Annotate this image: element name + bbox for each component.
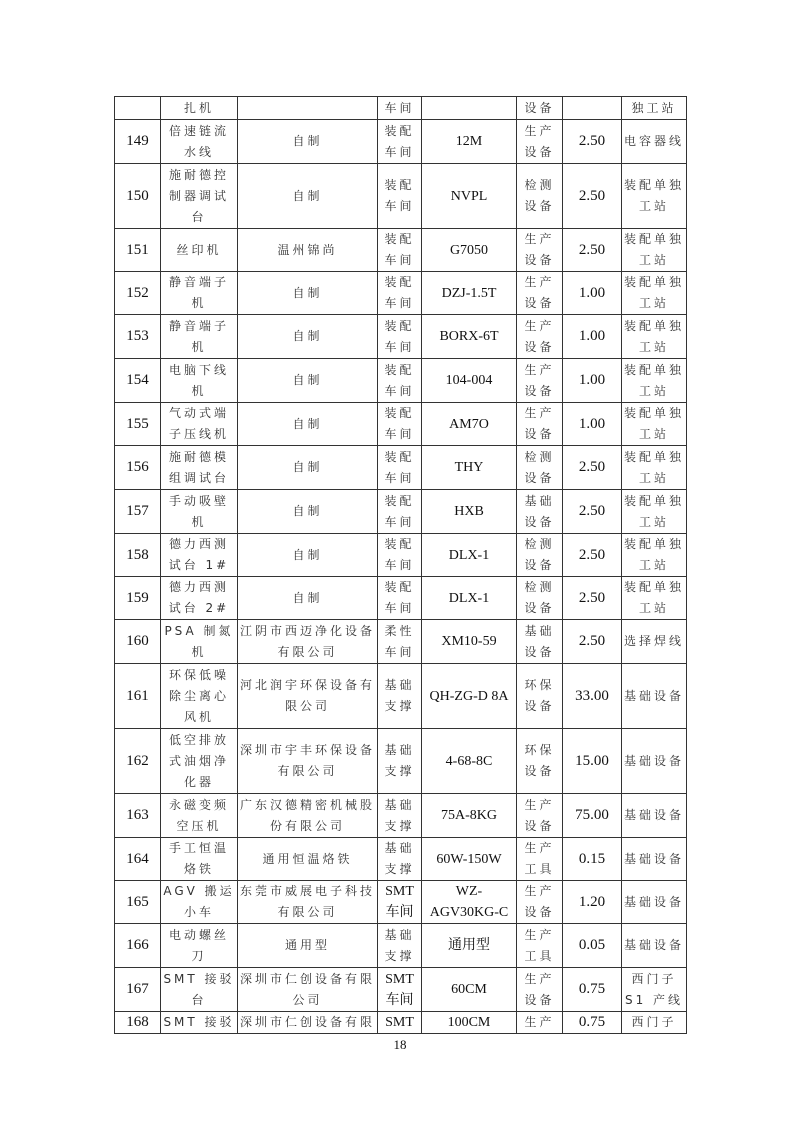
cell-equipment-type: 生产 bbox=[517, 1012, 563, 1034]
cell-model: AM7O bbox=[422, 403, 517, 446]
cell-item-name: 手工恒温烙铁 bbox=[161, 838, 238, 881]
cell-item-number: 162 bbox=[115, 729, 161, 794]
cell-model: WZ-AGV30KG-C bbox=[422, 881, 517, 924]
cell-value: 1.00 bbox=[563, 403, 622, 446]
cell-equipment-type: 生产设备 bbox=[517, 120, 563, 164]
cell-equipment-type: 基础设备 bbox=[517, 490, 563, 534]
page-number: 18 bbox=[393, 1037, 407, 1052]
cell-manufacturer: 东莞市威展电子科技有限公司 bbox=[238, 881, 378, 924]
table-row bbox=[115, 315, 687, 359]
cell-manufacturer: 自制 bbox=[238, 315, 378, 359]
cell-item-name: 静音端子机 bbox=[161, 315, 238, 359]
cell-item-name: AGV 搬运小车 bbox=[161, 881, 238, 924]
cell-manufacturer: 通用型 bbox=[238, 924, 378, 968]
cell-equipment-type: 生产设备 bbox=[517, 315, 563, 359]
cell-location: 装配车间 bbox=[378, 272, 422, 315]
cell-item-number: 168 bbox=[115, 1012, 161, 1034]
cell-equipment-type: 生产设备 bbox=[517, 881, 563, 924]
cell-usage: 装配单独工站 bbox=[622, 577, 687, 620]
cell-location: 基础支撑 bbox=[378, 924, 422, 968]
cell-usage: 独工站 bbox=[622, 97, 687, 120]
cell-equipment-type: 生产设备 bbox=[517, 272, 563, 315]
cell-manufacturer: 自制 bbox=[238, 577, 378, 620]
cell-item-name: 德力西测试台 2# bbox=[161, 577, 238, 620]
cell-item-number: 163 bbox=[115, 794, 161, 838]
equipment-table bbox=[114, 96, 687, 1034]
cell-location: 柔性车间 bbox=[378, 620, 422, 664]
cell-item-name: 倍速链流水线 bbox=[161, 120, 238, 164]
cell-item-number: 154 bbox=[115, 359, 161, 403]
table-row bbox=[115, 1012, 687, 1034]
cell-manufacturer: 河北润宇环保设备有限公司 bbox=[238, 664, 378, 729]
cell-value: 0.75 bbox=[563, 1012, 622, 1034]
cell-location: 装配车间 bbox=[378, 490, 422, 534]
cell-location: 装配车间 bbox=[378, 229, 422, 272]
cell-usage: 装配单独工站 bbox=[622, 315, 687, 359]
cell-item-number bbox=[115, 97, 161, 120]
cell-value: 2.50 bbox=[563, 620, 622, 664]
cell-equipment-type: 检测设备 bbox=[517, 446, 563, 490]
cell-location: 装配车间 bbox=[378, 315, 422, 359]
cell-equipment-type: 生产工具 bbox=[517, 924, 563, 968]
cell-usage: 装配单独工站 bbox=[622, 272, 687, 315]
cell-model bbox=[422, 97, 517, 120]
cell-item-number: 164 bbox=[115, 838, 161, 881]
cell-equipment-type: 生产设备 bbox=[517, 403, 563, 446]
cell-manufacturer: 自制 bbox=[238, 164, 378, 229]
cell-value: 0.05 bbox=[563, 924, 622, 968]
cell-manufacturer: 自制 bbox=[238, 446, 378, 490]
cell-location: 装配车间 bbox=[378, 120, 422, 164]
cell-model: 60W-150W bbox=[422, 838, 517, 881]
cell-model: XM10-59 bbox=[422, 620, 517, 664]
cell-item-number: 165 bbox=[115, 881, 161, 924]
table-row bbox=[115, 359, 687, 403]
cell-manufacturer: 自制 bbox=[238, 403, 378, 446]
cell-model: DLX-1 bbox=[422, 577, 517, 620]
cell-item-number: 160 bbox=[115, 620, 161, 664]
cell-usage: 电容器线 bbox=[622, 120, 687, 164]
cell-usage: 基础设备 bbox=[622, 664, 687, 729]
cell-location: 装配车间 bbox=[378, 534, 422, 577]
cell-usage: 装配单独工站 bbox=[622, 446, 687, 490]
cell-manufacturer: 温州锦尚 bbox=[238, 229, 378, 272]
cell-item-number: 161 bbox=[115, 664, 161, 729]
cell-location: 基础支撑 bbox=[378, 729, 422, 794]
cell-location: 车间 bbox=[378, 97, 422, 120]
cell-item-name: 德力西测试台 1# bbox=[161, 534, 238, 577]
cell-item-number: 157 bbox=[115, 490, 161, 534]
cell-item-name: 电动螺丝刀 bbox=[161, 924, 238, 968]
cell-location: SMT bbox=[378, 1012, 422, 1034]
cell-model: NVPL bbox=[422, 164, 517, 229]
cell-value: 2.50 bbox=[563, 577, 622, 620]
table-row bbox=[115, 664, 687, 729]
cell-item-name: 施耐德模组调试台 bbox=[161, 446, 238, 490]
cell-equipment-type: 生产设备 bbox=[517, 794, 563, 838]
cell-usage: 装配单独工站 bbox=[622, 534, 687, 577]
cell-manufacturer: 自制 bbox=[238, 120, 378, 164]
cell-usage: 西门子 bbox=[622, 1012, 687, 1034]
cell-usage: 基础设备 bbox=[622, 729, 687, 794]
cell-model: 12M bbox=[422, 120, 517, 164]
table-row bbox=[115, 120, 687, 164]
cell-value: 2.50 bbox=[563, 490, 622, 534]
cell-item-name: 扎机 bbox=[161, 97, 238, 120]
table-row bbox=[115, 729, 687, 794]
cell-location: 装配车间 bbox=[378, 359, 422, 403]
cell-usage: 西门子 S1 产线 bbox=[622, 968, 687, 1012]
table-row bbox=[115, 924, 687, 968]
cell-item-number: 153 bbox=[115, 315, 161, 359]
cell-value: 0.15 bbox=[563, 838, 622, 881]
cell-item-name: 低空排放式油烟净化器 bbox=[161, 729, 238, 794]
cell-value: 1.00 bbox=[563, 359, 622, 403]
cell-value: 15.00 bbox=[563, 729, 622, 794]
cell-manufacturer: 江阴市西迈净化设备有限公司 bbox=[238, 620, 378, 664]
cell-location: SMT 车间 bbox=[378, 881, 422, 924]
cell-location: 装配车间 bbox=[378, 164, 422, 229]
cell-location: 装配车间 bbox=[378, 446, 422, 490]
cell-manufacturer: 深圳市仁创设备有限公司 bbox=[238, 968, 378, 1012]
cell-manufacturer: 自制 bbox=[238, 359, 378, 403]
cell-equipment-type: 生产工具 bbox=[517, 838, 563, 881]
cell-model: G7050 bbox=[422, 229, 517, 272]
cell-manufacturer: 深圳市仁创设备有限 bbox=[238, 1012, 378, 1034]
cell-usage: 装配单独工站 bbox=[622, 229, 687, 272]
cell-item-number: 167 bbox=[115, 968, 161, 1012]
cell-item-number: 159 bbox=[115, 577, 161, 620]
cell-usage: 装配单独工站 bbox=[622, 359, 687, 403]
cell-manufacturer: 自制 bbox=[238, 534, 378, 577]
cell-equipment-type: 检测设备 bbox=[517, 534, 563, 577]
cell-item-name: 电脑下线机 bbox=[161, 359, 238, 403]
cell-manufacturer: 广东汉德精密机械股份有限公司 bbox=[238, 794, 378, 838]
cell-equipment-type: 环保设备 bbox=[517, 729, 563, 794]
cell-item-number: 156 bbox=[115, 446, 161, 490]
table-row bbox=[115, 881, 687, 924]
cell-value: 75.00 bbox=[563, 794, 622, 838]
cell-model: 75A-8KG bbox=[422, 794, 517, 838]
cell-model: 60CM bbox=[422, 968, 517, 1012]
table-row bbox=[115, 968, 687, 1012]
cell-item-number: 158 bbox=[115, 534, 161, 577]
cell-usage: 基础设备 bbox=[622, 881, 687, 924]
cell-location: 装配车间 bbox=[378, 403, 422, 446]
cell-model: HXB bbox=[422, 490, 517, 534]
cell-value: 2.50 bbox=[563, 446, 622, 490]
cell-value: 1.00 bbox=[563, 315, 622, 359]
table-row bbox=[115, 534, 687, 577]
cell-item-name: SMT 接驳台 bbox=[161, 968, 238, 1012]
cell-item-name: 施耐德控制器调试台 bbox=[161, 164, 238, 229]
table-row bbox=[115, 490, 687, 534]
table-row bbox=[115, 403, 687, 446]
cell-item-name: 静音端子机 bbox=[161, 272, 238, 315]
cell-item-name: 永磁变频空压机 bbox=[161, 794, 238, 838]
table-row bbox=[115, 620, 687, 664]
cell-value: 1.00 bbox=[563, 272, 622, 315]
cell-equipment-type: 基础设备 bbox=[517, 620, 563, 664]
cell-model: 4-68-8C bbox=[422, 729, 517, 794]
cell-equipment-type: 生产设备 bbox=[517, 229, 563, 272]
cell-usage: 装配单独工站 bbox=[622, 490, 687, 534]
cell-value bbox=[563, 97, 622, 120]
table-row-continued bbox=[115, 97, 687, 120]
cell-manufacturer: 自制 bbox=[238, 272, 378, 315]
cell-model: DZJ-1.5T bbox=[422, 272, 517, 315]
table-row bbox=[115, 838, 687, 881]
cell-equipment-type: 环保设备 bbox=[517, 664, 563, 729]
cell-manufacturer: 通用恒温烙铁 bbox=[238, 838, 378, 881]
cell-value: 1.20 bbox=[563, 881, 622, 924]
cell-item-name: 手动吸壁机 bbox=[161, 490, 238, 534]
cell-location: 基础支撑 bbox=[378, 794, 422, 838]
cell-model: DLX-1 bbox=[422, 534, 517, 577]
cell-value: 2.50 bbox=[563, 229, 622, 272]
cell-value: 2.50 bbox=[563, 164, 622, 229]
cell-equipment-type: 检测设备 bbox=[517, 164, 563, 229]
cell-item-number: 150 bbox=[115, 164, 161, 229]
cell-equipment-type: 设备 bbox=[517, 97, 563, 120]
cell-value: 0.75 bbox=[563, 968, 622, 1012]
cell-usage: 基础设备 bbox=[622, 838, 687, 881]
cell-manufacturer: 深圳市宇丰环保设备有限公司 bbox=[238, 729, 378, 794]
cell-usage: 装配单独工站 bbox=[622, 164, 687, 229]
cell-model: 104-004 bbox=[422, 359, 517, 403]
table-row bbox=[115, 164, 687, 229]
table-row bbox=[115, 794, 687, 838]
cell-value: 2.50 bbox=[563, 120, 622, 164]
cell-manufacturer: 自制 bbox=[238, 490, 378, 534]
cell-value: 2.50 bbox=[563, 534, 622, 577]
cell-item-number: 155 bbox=[115, 403, 161, 446]
table-row bbox=[115, 577, 687, 620]
cell-location: SMT 车间 bbox=[378, 968, 422, 1012]
cell-item-number: 166 bbox=[115, 924, 161, 968]
cell-model: QH-ZG-D 8A bbox=[422, 664, 517, 729]
cell-location: 基础支撑 bbox=[378, 838, 422, 881]
cell-equipment-type: 检测设备 bbox=[517, 577, 563, 620]
cell-item-name: SMT 接驳 bbox=[161, 1012, 238, 1034]
cell-item-number: 152 bbox=[115, 272, 161, 315]
cell-location: 装配车间 bbox=[378, 577, 422, 620]
cell-item-number: 149 bbox=[115, 120, 161, 164]
cell-equipment-type: 生产设备 bbox=[517, 359, 563, 403]
cell-usage: 选择焊线 bbox=[622, 620, 687, 664]
cell-model: THY bbox=[422, 446, 517, 490]
cell-item-number: 151 bbox=[115, 229, 161, 272]
cell-usage: 基础设备 bbox=[622, 794, 687, 838]
cell-equipment-type: 生产设备 bbox=[517, 968, 563, 1012]
cell-item-name: 环保低噪除尘离心风机 bbox=[161, 664, 238, 729]
cell-value: 33.00 bbox=[563, 664, 622, 729]
cell-location: 基础支撑 bbox=[378, 664, 422, 729]
cell-usage: 基础设备 bbox=[622, 924, 687, 968]
cell-item-name: 丝印机 bbox=[161, 229, 238, 272]
table-row bbox=[115, 446, 687, 490]
cell-manufacturer bbox=[238, 97, 378, 120]
table-row bbox=[115, 272, 687, 315]
cell-item-name: PSA 制氮机 bbox=[161, 620, 238, 664]
cell-usage: 装配单独工站 bbox=[622, 403, 687, 446]
table-row bbox=[115, 229, 687, 272]
cell-model: 通用型 bbox=[422, 924, 517, 968]
cell-model: BORX-6T bbox=[422, 315, 517, 359]
cell-model: 100CM bbox=[422, 1012, 517, 1034]
cell-item-name: 气动式端子压线机 bbox=[161, 403, 238, 446]
